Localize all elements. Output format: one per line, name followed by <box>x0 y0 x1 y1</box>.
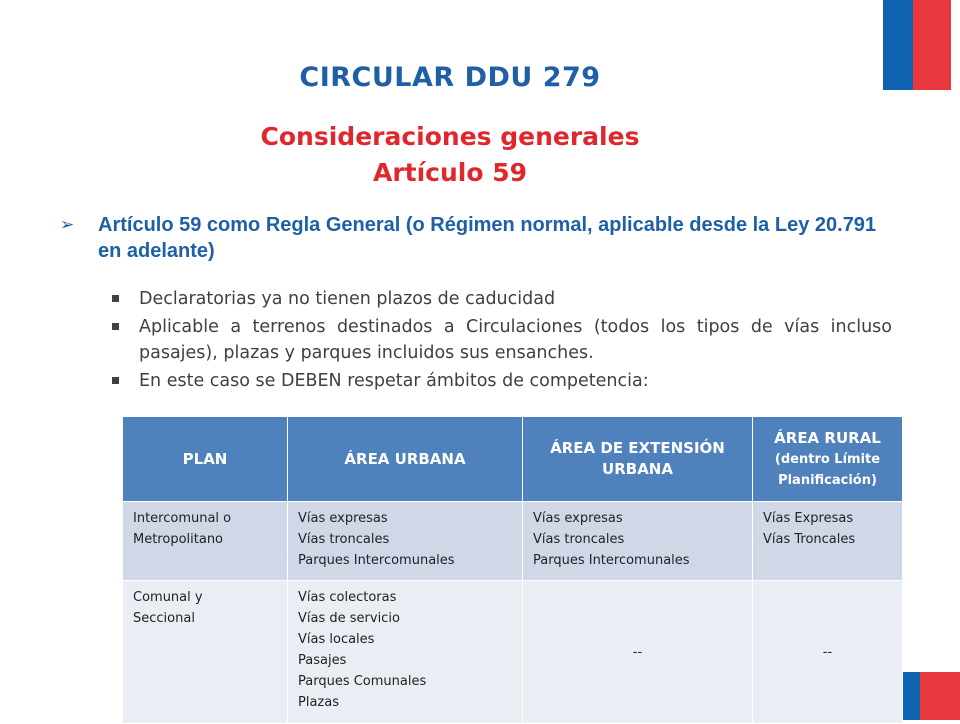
cell-line: Vías Expresas <box>763 511 854 526</box>
bullet-text: Declaratorias ya no tienen plazos de caducidad <box>139 289 556 309</box>
cell-line: Vías de servicio <box>298 611 400 626</box>
header-area-extension-urbana: ÁREA DE EXTENSIÓN URBANA <box>523 417 753 502</box>
cell-plan <box>123 581 288 724</box>
cell-line: Plazas <box>298 695 339 710</box>
slide-subtitle-line-2: Artículo 59 <box>372 158 528 187</box>
cell-extension <box>523 502 753 581</box>
cell-line: Parques Intercomunales <box>298 553 455 568</box>
cell-line: Pasajes <box>298 653 347 668</box>
bullet-text: En este caso se DEBEN respetar ámbitos de competencia: <box>139 371 649 391</box>
main-point <box>60 212 890 264</box>
cell-line: Vías troncales <box>298 532 390 547</box>
cell-urbana <box>288 581 523 724</box>
bullet-text: Aplicable a terrenos destinados a Circulaciones (todos los tipos de vías incluso pasajes), plazas y parques incluidos sus ensanches. <box>139 317 892 363</box>
header-area-rural-sub: (dentro Límite Planificación) <box>774 451 881 488</box>
cell-line: Metropolitano <box>133 532 224 547</box>
chile-flag-decoration-bottom <box>900 672 960 720</box>
list-item <box>112 368 892 394</box>
cell-line: Parques Intercomunales <box>533 553 690 568</box>
flag-red-stripe <box>913 0 951 90</box>
square-bullet-icon <box>112 377 119 384</box>
cell-line: Vías Troncales <box>763 532 856 547</box>
header-area-rural-label: ÁREA RURAL <box>774 428 881 447</box>
square-bullet-icon <box>112 323 119 330</box>
flag-red-stripe <box>920 672 960 720</box>
cell-line: Seccional <box>133 611 195 626</box>
cell-urbana <box>288 502 523 581</box>
competence-table <box>122 416 903 724</box>
bullet-list <box>112 286 892 396</box>
slide-title: CIRCULAR DDU 279 <box>299 62 601 93</box>
header-plan: PLAN <box>123 417 288 502</box>
cell-line: Comunal y <box>133 590 203 605</box>
header-area-urbana: ÁREA URBANA <box>288 417 523 502</box>
cell-line: Vías troncales <box>533 532 625 547</box>
main-point-text: Artículo 59 como Regla General (o Régimen normal, aplicable desde la Ley 20.791 en adelante) <box>98 214 877 262</box>
list-item <box>112 314 892 366</box>
cell-line: Parques Comunales <box>298 674 427 689</box>
table-row <box>123 502 903 581</box>
square-bullet-icon <box>112 295 119 302</box>
cell-line: Vías locales <box>298 632 375 647</box>
cell-line: Intercomunal o <box>133 511 232 526</box>
cell-plan <box>123 502 288 581</box>
cell-rural: -- <box>753 581 903 724</box>
slide-subtitle-line-1: Consideraciones generales <box>260 122 640 151</box>
header-area-rural <box>753 417 903 502</box>
cell-rural <box>753 502 903 581</box>
cell-line: Vías colectoras <box>298 590 397 605</box>
table-row <box>123 581 903 724</box>
cell-line: Vías expresas <box>298 511 388 526</box>
arrow-bullet-icon: ➢ <box>60 215 75 235</box>
list-item <box>112 286 892 312</box>
cell-extension: -- <box>523 581 753 724</box>
cell-line: Vías expresas <box>533 511 623 526</box>
flag-blue-stripe <box>900 672 920 720</box>
table-header-row <box>123 417 903 502</box>
